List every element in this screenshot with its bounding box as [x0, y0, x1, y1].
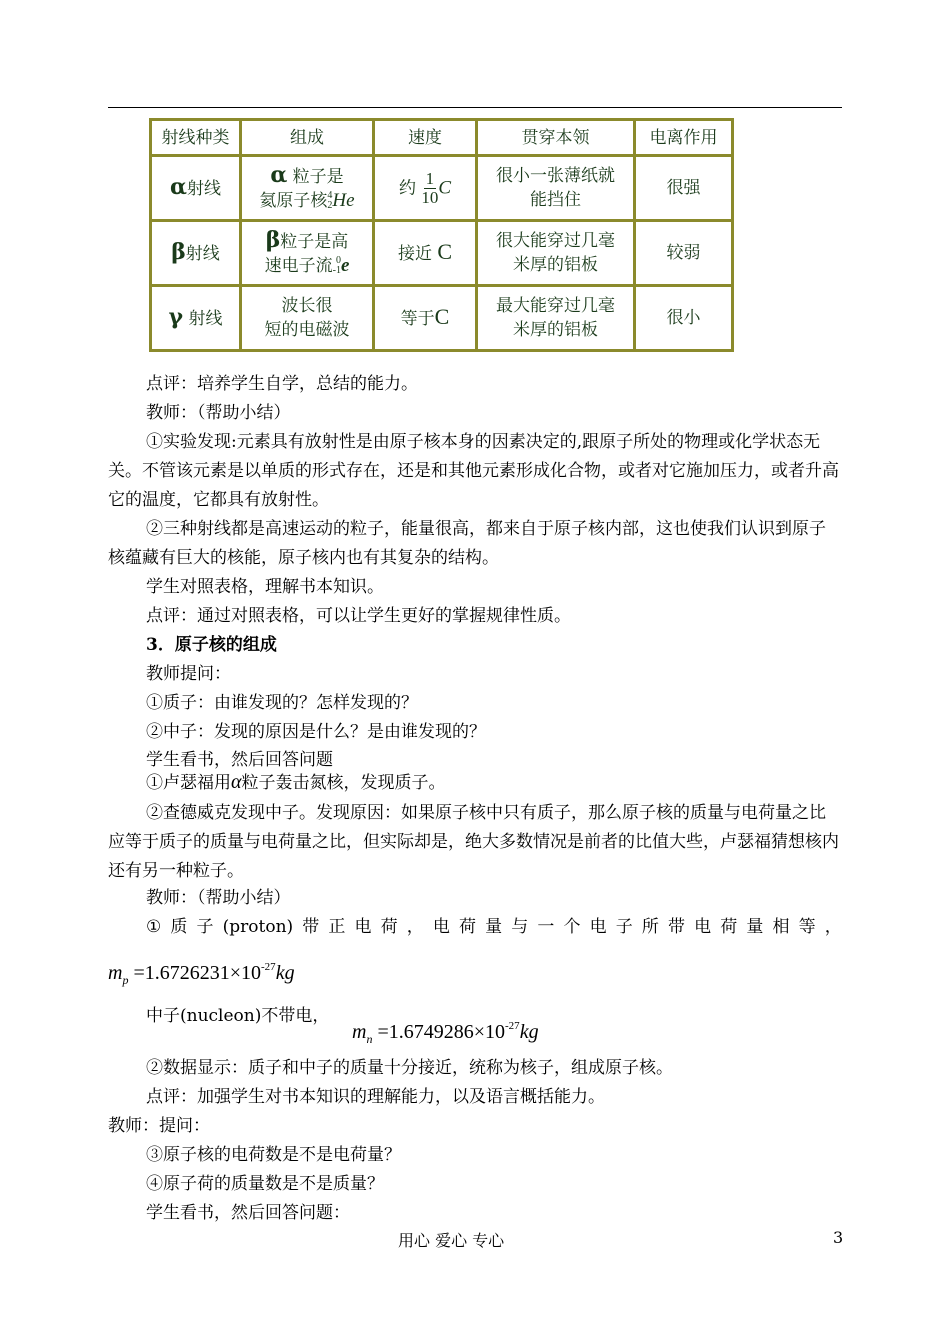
comment-line: 点评：加强学生对书本知识的理解能力，以及语言概括能力。	[146, 1087, 605, 1107]
comment-line: 点评：通过对照表格，可以让学生更好的掌握规律性质。	[146, 606, 571, 626]
proton-line-word: 子	[196, 917, 214, 937]
composition-cell: α 粒子是 氦原子核 4 2 He	[241, 156, 374, 221]
comment-line: 点评：培养学生自学，总结的能力。	[146, 374, 418, 394]
ionization-cell: 很强	[635, 156, 733, 221]
speed-cell: 接近 C	[374, 221, 477, 286]
proton-line-word: 等	[798, 917, 816, 937]
penetration-cell: 很大能穿过几毫米厚的铝板	[477, 221, 635, 286]
penetration-cell: 最大能穿过几毫米厚的铝板	[477, 286, 635, 351]
ray-type-cell: β射线	[151, 221, 241, 286]
proton-line	[146, 913, 842, 942]
proton-line-word: 个	[563, 917, 581, 937]
paragraph-2: ②三种射线都是高速运动的粒子，能量很高，都来自于原子核内部，这也使我们认识到原子核蕴藏有巨大的核能，原子核内也有其复杂的结构。	[108, 519, 826, 568]
speed-cell: 等于C	[374, 286, 477, 351]
header-cell: 贯穿本领	[477, 120, 635, 156]
header-cell: 射线种类	[151, 120, 241, 156]
teacher-question-line: 教师提问：	[146, 664, 231, 684]
data-line: ②数据显示：质子和中子的质量十分接近，统称为核子，组成原子核。	[146, 1058, 673, 1078]
neutron-mass-formula: $m_n =1.6749286\times 10^{-27}kg$	[352, 1020, 539, 1046]
proton-line-word: 正	[328, 917, 346, 937]
footer-motto: 用心 爱心 专心	[398, 1231, 505, 1250]
ray-type-cell: γ 射线	[151, 286, 241, 351]
proton-line-word: 电	[694, 917, 712, 937]
proton-line-word: 荷	[459, 917, 477, 937]
radiation-table	[149, 118, 734, 352]
proton-line-word: 电	[589, 917, 607, 937]
proton-line-word: 电	[432, 917, 450, 937]
table-row-gamma	[151, 286, 733, 351]
answer-line: ①卢瑟福用α粒子轰击氮核，发现质子。	[146, 771, 446, 793]
proton-line-word: 一	[537, 917, 555, 937]
composition-cell: 波长很 短的电磁波	[241, 286, 374, 351]
paragraph-3: ②查德威克发现中子。发现原因：如果原子核中只有质子，那么原子核的质量与电荷量之比应等于质子的质量与电荷量之比，但实际却是，绝大多数情况是前者的比值大些，卢瑟福猜想核内还有另一种粒子。	[108, 803, 839, 881]
proton-line-word: 质	[170, 917, 188, 937]
table-row-alpha	[151, 156, 733, 221]
header-cell: 电离作用	[635, 120, 733, 156]
proton-line-word: 带	[302, 917, 320, 937]
proton-mass-formula: $m_p =1.6726231\times 10^{-27}kg$	[108, 961, 295, 987]
question-line: ①质子：由谁发现的？怎样发现的？	[146, 693, 418, 713]
proton-line-word: 所	[641, 917, 659, 937]
ray-type-cell: α射线	[151, 156, 241, 221]
proton-line-word: 相	[772, 917, 790, 937]
proton-line-word: ①	[146, 917, 162, 937]
teacher-line: 教师：（帮助小结）	[146, 403, 291, 423]
neutron-line: 中子(nucleon)不带电，	[146, 1006, 330, 1026]
paragraph-1: ①实验发现:元素具有放射性是由原子核本身的因素决定的,跟原子所处的物理或化学状态无关。不管该元素是以单质的形式存在，还是和其他元素形成化合物，或者对它施加压力，或者升高它的温度，它都具有放射性。	[108, 432, 839, 510]
proton-line-word: 子	[615, 917, 633, 937]
table-header-row	[151, 120, 733, 156]
proton-line-word: 量	[485, 917, 503, 937]
proton-line-word: 带	[668, 917, 686, 937]
table-row-beta	[151, 221, 733, 286]
student-line: 学生看书，然后回答问题：	[146, 1203, 350, 1223]
header-cell: 速度	[374, 120, 477, 156]
proton-line-word: 荷	[380, 917, 398, 937]
student-line: 学生对照表格，理解书本知识。	[146, 577, 384, 597]
section-heading: 3．原子核的组成	[146, 635, 277, 655]
proton-line-word: 荷	[720, 917, 738, 937]
header-rule	[108, 107, 842, 108]
proton-line-word: 量	[746, 917, 764, 937]
page-number: 3	[833, 1228, 844, 1247]
proton-line-word: (proton)	[222, 917, 294, 937]
question-line: ③原子核的电荷数是不是电荷量？	[146, 1145, 401, 1165]
penetration-cell: 很小一张薄纸就能挡住	[477, 156, 635, 221]
ionization-cell: 较弱	[635, 221, 733, 286]
proton-line-word: ，	[824, 917, 842, 937]
question-line: ②中子：发现的原因是什么？是由谁发现的？	[146, 722, 486, 742]
teacher-line: 教师：提问：	[108, 1116, 210, 1136]
student-line: 学生看书，然后回答问题	[146, 750, 333, 770]
proton-line-word: 与	[511, 917, 529, 937]
proton-line-word: 电	[354, 917, 372, 937]
teacher-line: 教师：（帮助小结）	[146, 888, 291, 908]
question-line: ④原子荷的质量数是不是质量？	[146, 1174, 384, 1194]
speed-cell: 约 $\frac{1}{10}$ C	[374, 156, 477, 221]
header-cell: 组成	[241, 120, 374, 156]
ionization-cell: 很小	[635, 286, 733, 351]
proton-line-word: ，	[406, 917, 424, 937]
composition-cell: β粒子是高 速电子流 0 -1 e	[241, 221, 374, 286]
